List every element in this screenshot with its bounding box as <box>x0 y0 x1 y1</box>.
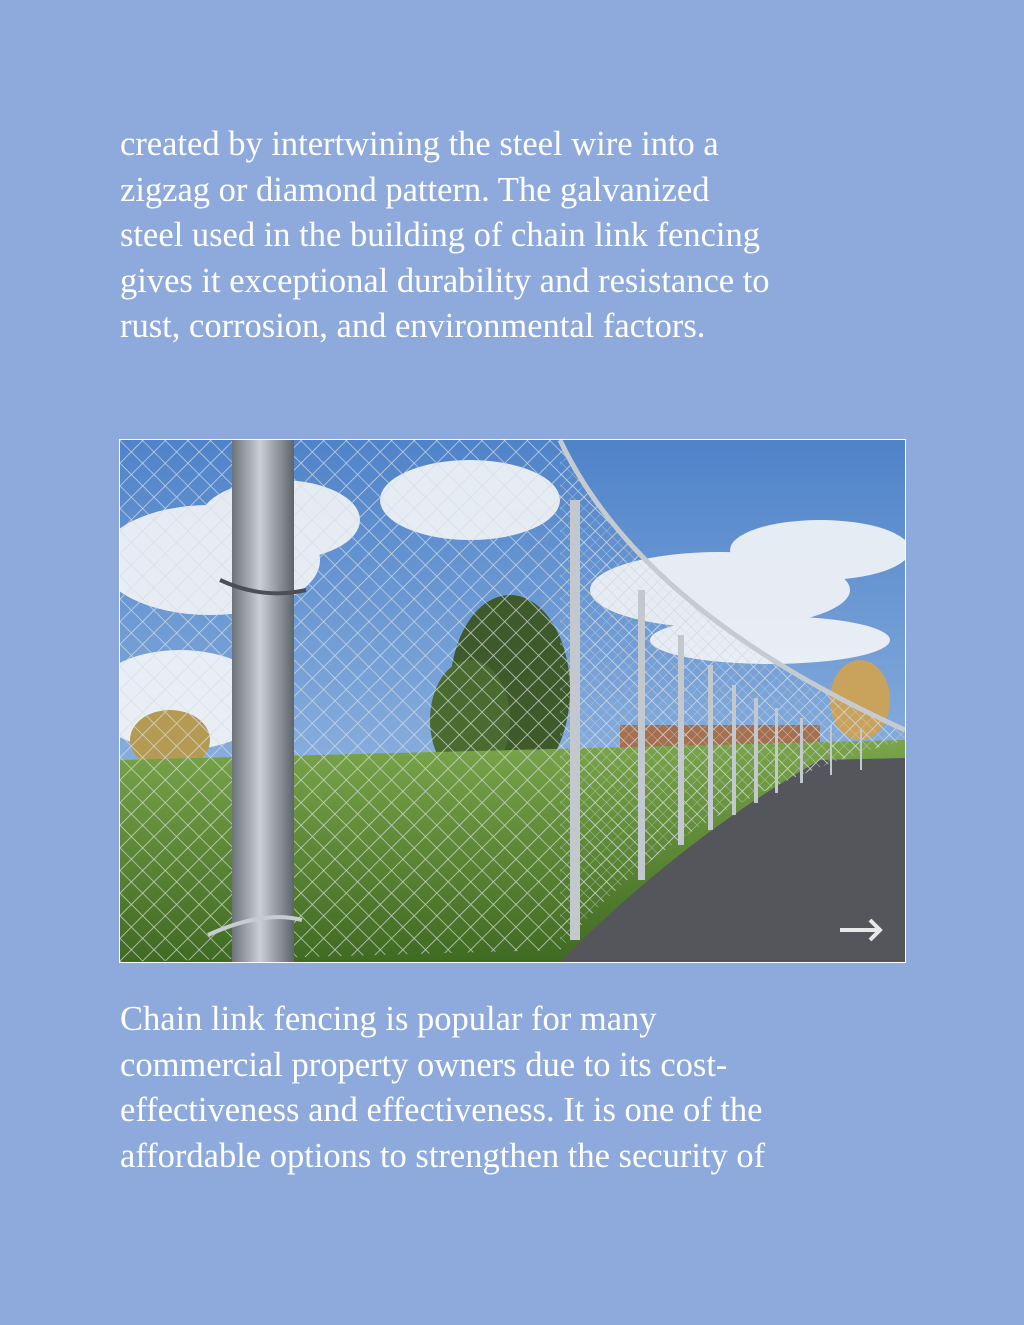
chain-link-fence-photo <box>119 439 906 963</box>
text-line: rust, corrosion, and environmental factors. <box>120 307 706 345</box>
text-line: commercial property owners due to its cost- <box>120 1045 728 1084</box>
text-line: effectiveness and effectiveness. It is one of the <box>120 1091 763 1129</box>
paragraph-intro <box>120 122 920 350</box>
foreground-post <box>232 440 294 962</box>
text-line: affordable options to strengthen the security of <box>120 1136 766 1175</box>
paragraph-popularity <box>120 997 920 1179</box>
fence-illustration <box>120 440 905 962</box>
text-line: gives it exceptional durability and resistance to <box>120 261 770 300</box>
text-line: steel used in the building of chain link fencing <box>120 216 761 254</box>
text-line: Chain link fencing is popular for many <box>120 1000 657 1038</box>
text-line: zigzag or diamond pattern. The galvanized <box>120 170 710 209</box>
text-line: created by intertwining the steel wire into a <box>120 125 719 163</box>
